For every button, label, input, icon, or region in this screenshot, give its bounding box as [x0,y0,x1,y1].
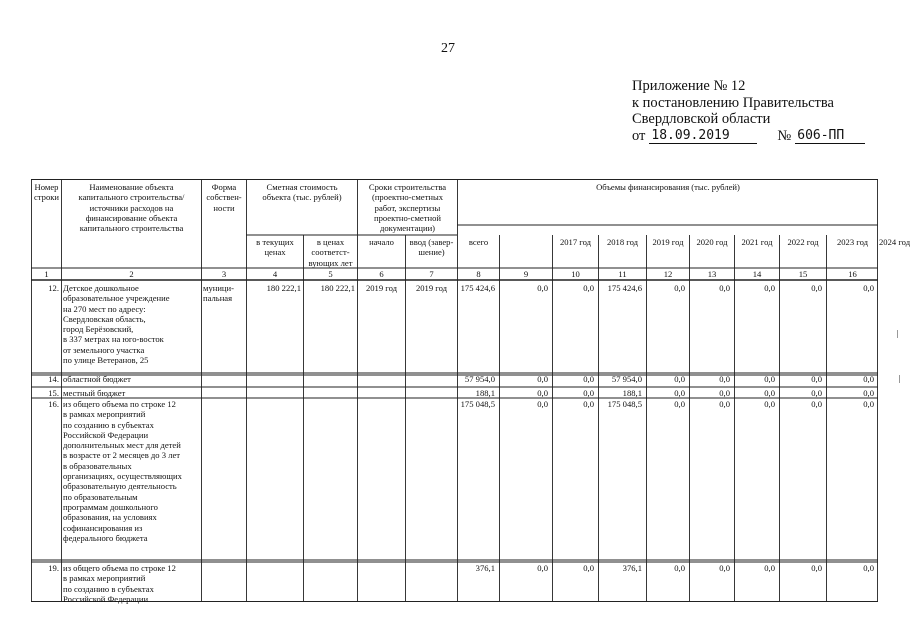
header-ownership [202,182,246,213]
row-value: 0,0 [674,388,685,398]
header-name-line: капитального строительства/ [78,192,185,203]
row-name [63,388,200,398]
header-year: 2017 год [559,237,592,247]
header-estimate-years [304,237,357,268]
row-number: 12. [48,283,59,293]
row-value: 0,0 [811,399,822,409]
row-number: 14. [48,374,59,384]
row-value: 376,1 [622,563,642,573]
header-terms-line: Сроки строительства [368,182,447,192]
row-value: 0,0 [764,283,775,293]
row-name-line: в 337 метрах на юго-восток [63,334,164,345]
row-value: 0,0 [674,283,685,293]
header-row-number [32,182,61,203]
row-name-line: Свердловская область, [63,313,146,324]
appendix-title: Приложение № 12 [632,78,746,94]
row-end: 2019 год [415,283,448,293]
row-name-line: Российской Федерации [63,429,149,440]
row-value: 175 048,5 [607,399,642,409]
column-number: 10 [571,269,580,279]
row-name-line: в рамках мероприятий [63,409,146,420]
row-value: 0,0 [674,399,685,409]
header-terms-start [358,237,405,247]
row-name-line: дополнительных мест для детей [63,440,181,451]
appendix-signature-line [632,128,865,145]
header-ownership-line: ности [213,202,235,213]
row-name-line: Детское дошкольное [63,283,139,293]
row-value: 0,0 [719,399,730,409]
scan-artifact [899,375,900,383]
row-value: 0,0 [537,399,548,409]
column-number: 1 [44,269,49,279]
header-total-line: всего [468,237,489,247]
row-value: 0,0 [583,399,594,409]
header-terms-end-line: шение) [418,247,445,258]
column-number: 6 [379,269,384,279]
header-year: 2024 год [879,237,910,247]
row-name-line: в возрасте от 2 месяцев до 3 лет [63,450,181,461]
column-number: 16 [848,269,857,279]
row-value: 0,0 [811,388,822,398]
decree-number: 606-ПП [795,129,865,144]
row-number: 16. [48,399,59,409]
row-value: 0,0 [674,374,685,384]
header-estimate-years-line: соответст- [311,247,350,258]
header-estimate-current [247,237,303,258]
row-value: 0,0 [863,563,874,573]
header-year: 2019 год [652,237,684,247]
row-value: 0,0 [863,283,874,293]
row-ownership-line: пальная [203,293,233,304]
row-name-line: в образовательных [63,460,132,471]
column-number: 13 [707,269,717,279]
appendix-decree: к постановлению Правительства [632,94,834,111]
row-name-line: по улице Ветеранов, 25 [63,355,149,366]
row-value: 0,0 [583,283,594,293]
row-value: 0,0 [719,374,730,384]
header-estimate-years-line: вующих лет [308,257,353,268]
row-name-line: организациях, осуществляющих [63,471,182,482]
header-terms-end-line: ввод (завер- [409,237,454,247]
row-value: 188,1 [622,388,642,398]
row-value: 0,0 [719,388,730,398]
row-name-line: по созданию в субъектах [63,419,154,430]
row-value: 57 954,0 [464,374,495,384]
header-row-number-line: Номер [34,182,59,192]
row-name-line: местный бюджет [63,388,126,398]
row-start: 2019 год [365,283,398,293]
row-estimate-years: 180 222,1 [320,283,355,293]
row-name-line: из общего объема по строке 12 [63,563,176,573]
column-number: 12 [663,269,673,279]
column-number: 2 [129,269,134,279]
appendix-region: Свердловской области [632,111,771,127]
row-value: 175 424,6 [607,283,642,293]
financing-table [31,179,910,604]
row-value: 376,1 [475,563,495,573]
header-year: 2022 год [787,237,819,247]
header-financing [458,182,878,192]
row-value: 0,0 [811,283,822,293]
header-year: 2021 год [741,237,773,247]
header-estimate-line: Сметная стоимость [266,182,338,192]
header-year: 2020 год [696,237,728,247]
row-value: 0,0 [719,283,730,293]
header-financing-line: Объемы финансирования (тыс. рублей) [596,182,740,192]
row-value: 188,1 [475,388,495,398]
row-name-line: областной бюджет [63,374,131,384]
header-terms-line: (проектно-сметных [371,192,444,203]
row-estimate-current: 180 222,1 [266,283,301,293]
row-name [63,374,200,384]
header-terms-line: работ, экспертизы [374,202,441,213]
row-value: 0,0 [764,374,775,384]
header-estimate-line: объекта (тыс. рублей) [262,192,342,203]
column-number: 4 [272,269,278,279]
header-name [62,182,201,233]
header-name-line: финансирование объекта [85,212,178,223]
row-value: 175 424,6 [460,283,495,293]
row-name [63,399,200,543]
column-number: 14 [752,269,762,279]
header-name-line: Наименование объекта [89,182,174,192]
scan-artifact [897,330,898,338]
header-row-number-line: строки [33,192,60,203]
row-value: 175 048,5 [460,399,495,409]
row-value: 0,0 [537,563,548,573]
header-name-line: источники расходов на [89,202,174,213]
header-year: 2023 год [836,237,869,247]
header-ownership-line: собствен- [206,192,242,203]
row-name-line: по образовательным [63,491,138,502]
row-name-line: на 270 мест по адресу: [63,303,146,314]
row-value: 0,0 [811,374,822,384]
page-number: 27 [441,41,455,56]
header-total [458,237,499,247]
row-value: 0,0 [537,374,548,384]
row-value: 0,0 [674,563,685,573]
header-ownership-line: Форма [211,182,237,192]
row-value: 0,0 [764,399,775,409]
row-name-line: образования, на условиях [63,512,157,523]
row-value: 0,0 [764,563,775,573]
row-value: 0,0 [537,388,548,398]
header-estimate [247,182,357,203]
row-name-line: Российской Федерации [63,593,149,604]
row-value: 0,0 [863,374,874,384]
header-year: 2018 год [606,237,639,247]
column-number: 3 [221,269,227,279]
row-value: 0,0 [583,563,594,573]
row-name-line: софинансирования из [63,522,143,533]
row-value: 0,0 [811,563,822,573]
number-label: № [777,127,792,144]
column-number: 9 [523,269,529,279]
row-name-line: программам дошкольного [63,501,158,512]
row-value: 0,0 [764,388,775,398]
row-name-line: в рамках мероприятий [63,573,146,584]
row-number: 15. [48,388,59,398]
row-value: 0,0 [719,563,730,573]
row-value: 0,0 [863,388,874,398]
row-name [63,563,200,604]
row-ownership [203,283,245,304]
header-estimate-years-line: в ценах [316,237,345,247]
row-number: 19. [48,563,59,573]
header-terms [358,182,457,233]
header-estimate-current-line: в текущих [256,237,294,247]
row-name-line: город Берёзовский, [63,324,134,335]
column-number: 11 [618,269,627,279]
row-value: 57 954,0 [611,374,642,384]
header-terms-line: проектно-сметной [373,212,441,223]
column-number: 8 [476,269,481,279]
row-name-line: федерального бюджета [63,532,148,543]
row-name-line: от земельного участка [63,344,145,355]
decree-date: 18.09.2019 [649,129,757,144]
header-terms-end [406,237,457,258]
header-terms-line: документации) [379,223,436,234]
header-estimate-current-line: ценах [264,247,286,258]
row-value: 0,0 [583,374,594,384]
row-value: 0,0 [863,399,874,409]
column-number: 15 [798,269,808,279]
from-label: от [632,127,646,144]
row-name-line: образовательную деятельность [63,481,177,492]
column-number: 7 [429,269,434,279]
row-name-line: из общего объема по строке 12 [63,399,176,409]
row-name [63,283,200,365]
row-name-line: по созданию в субъектах [63,583,154,594]
column-number: 5 [328,269,333,279]
row-value: 0,0 [583,388,594,398]
header-terms-start-line: начало [369,237,394,247]
row-ownership-line: муници- [203,283,234,293]
appendix-header [632,78,865,144]
row-value: 0,0 [537,283,548,293]
row-name-line: образовательное учреждение [63,293,170,304]
header-name-line: капитального строительства [79,223,184,234]
